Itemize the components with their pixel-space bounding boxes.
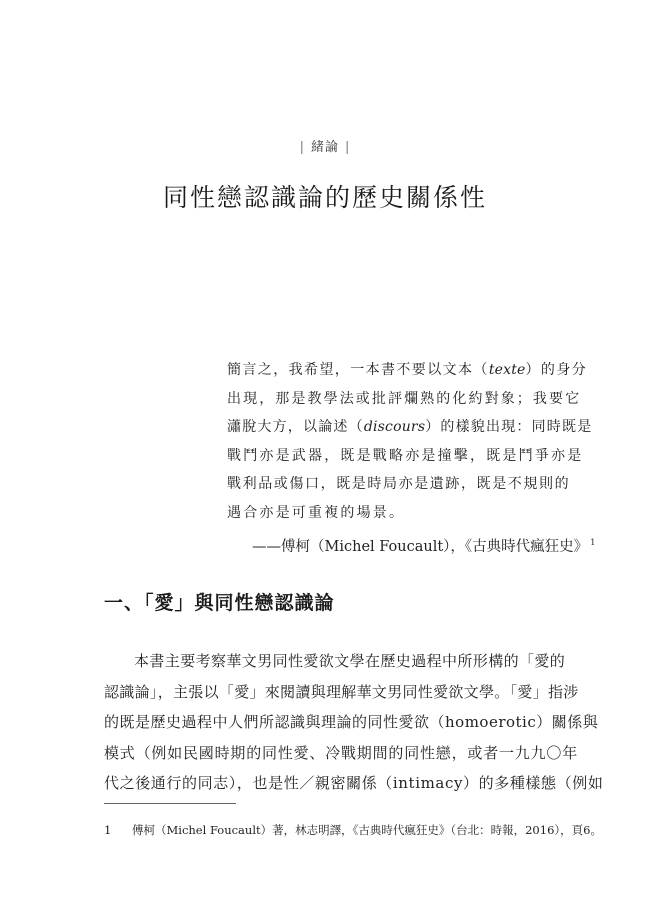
epigraph-line: 戰利品或傷口，既是時局亦是遺跡，既是不規則的 — [227, 476, 571, 492]
epigraph-attribution — [252, 535, 596, 556]
footnote — [104, 822, 602, 838]
epigraph-line: 簡言之，我希望，一本書不要以文本（texte）的身分 — [227, 362, 588, 378]
italic-term: discours — [363, 419, 426, 435]
chapter-label-text: 緒論 — [310, 140, 339, 155]
footnote-number: 1 — [104, 823, 112, 837]
divider-right: | — [345, 140, 351, 155]
epigraph-line: 出現，那是教學法或批評爛熟的化約對象；我要它 — [227, 390, 582, 407]
footnote-ref[interactable]: 1 — [590, 538, 596, 548]
footnote-divider — [104, 803, 236, 804]
chapter-label — [0, 136, 650, 155]
section-heading: 一、「愛」與同性戀認識論 — [104, 592, 335, 614]
epigraph — [227, 356, 593, 527]
epigraph-line: 瀟脫大方，以論述（discours）的樣貌出現：同時既是 — [227, 419, 593, 435]
body-line: 認識論」，主張以「愛」來閱讀與理解華文男同性愛欲文學。「愛」指涉 — [104, 682, 579, 701]
epigraph-line: 遇合亦是可重複的場景。 — [227, 504, 406, 521]
divider-left: | — [299, 140, 305, 155]
body-line: 模式（例如民國時期的同性愛、冷戰期間的同性戀，或者一九九〇年 — [104, 743, 579, 762]
body-line: 的既是歷史過程中人們所認識與理論的同性愛欲（homoerotic）關係與 — [104, 713, 599, 731]
footnote-text: 傅柯（Michel Foucault）著，林志明譯，《古典時代瘋狂史》（台北：時報，2016），頁6。 — [132, 823, 602, 837]
italic-term: texte — [488, 362, 526, 378]
attribution-text: ——傅柯（Michel Foucault），《古典時代瘋狂史》 — [252, 539, 589, 555]
body-line: 本書主要考察華文男同性愛欲文學在歷史過程中所形構的「愛的 — [134, 652, 566, 670]
body-line: 代之後通行的同志），也是性／親密關係（intimacy）的多種樣態（例如 — [104, 774, 604, 792]
epigraph-line: 戰鬥亦是武器，既是戰略亦是撞擊，既是鬥爭亦是 — [227, 447, 584, 464]
chapter-title: 同性戀認識論的歷史關係性 — [162, 183, 487, 212]
body-paragraph — [104, 646, 604, 799]
